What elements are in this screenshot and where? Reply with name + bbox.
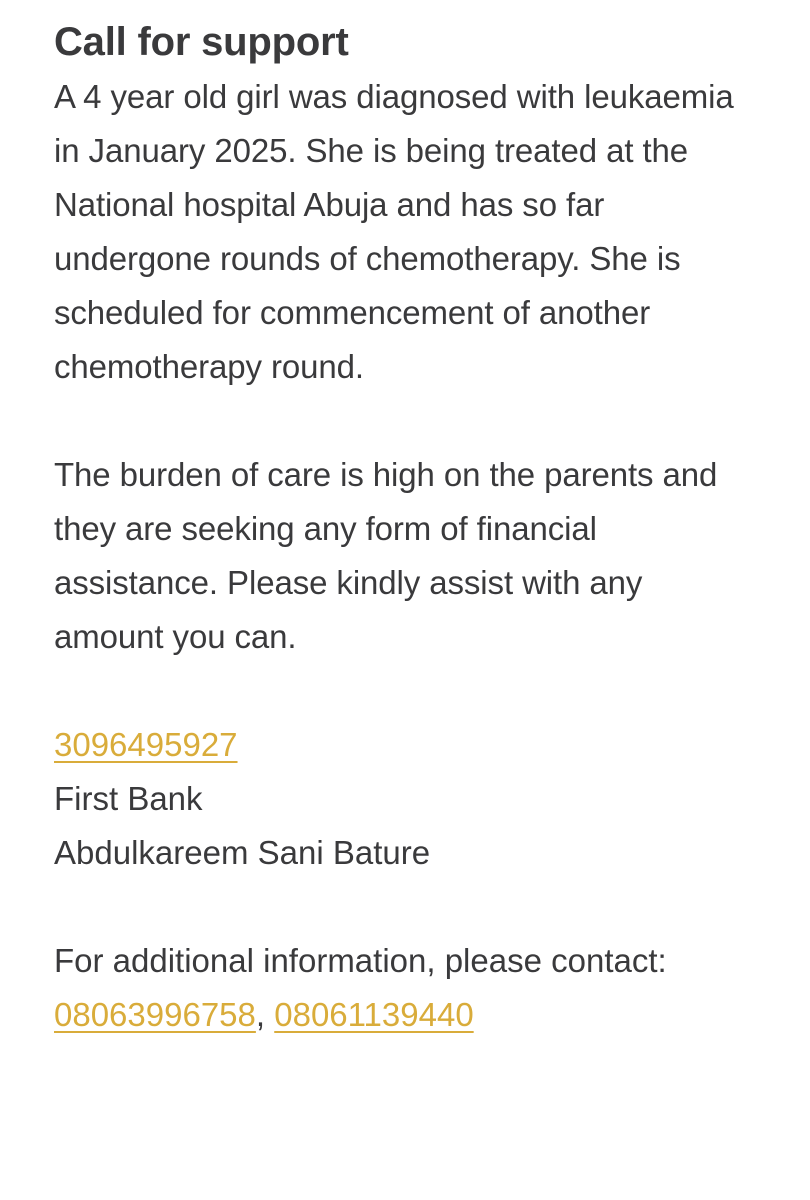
paragraph-gap <box>54 394 754 448</box>
note-body <box>54 14 754 1042</box>
phone-link-2[interactable]: 08061139440 <box>274 996 474 1033</box>
paragraph-gap <box>54 664 754 718</box>
phone-separator: , <box>255 996 266 1033</box>
contact-info <box>54 934 754 1042</box>
account-number-line <box>54 718 754 772</box>
paragraph-gap <box>54 880 754 934</box>
contact-label: For additional information, please contact: <box>54 942 667 979</box>
bank-name: First Bank <box>54 780 203 817</box>
bank-details <box>54 718 754 880</box>
account-name: Abdulkareem Sani Bature <box>54 834 431 871</box>
appeal-paragraph: A 4 year old girl was diagnosed with leukaemia in January 2025. She is being treated at the National hospital Abuja and has so far undergone rounds of chemotherapy. She is scheduled for commencement of another chemotherapy round. <box>54 78 734 385</box>
contact-phones <box>54 988 754 1042</box>
note-title: Call for support <box>54 20 349 64</box>
burden-paragraph: The burden of care is high on the parents and they are seeking any form of financial assistance. Please kindly assist with any amount you can. <box>54 456 718 655</box>
account-number-link[interactable]: 3096495927 <box>54 726 238 763</box>
phone-link-1[interactable]: 08063996758 <box>54 996 256 1033</box>
